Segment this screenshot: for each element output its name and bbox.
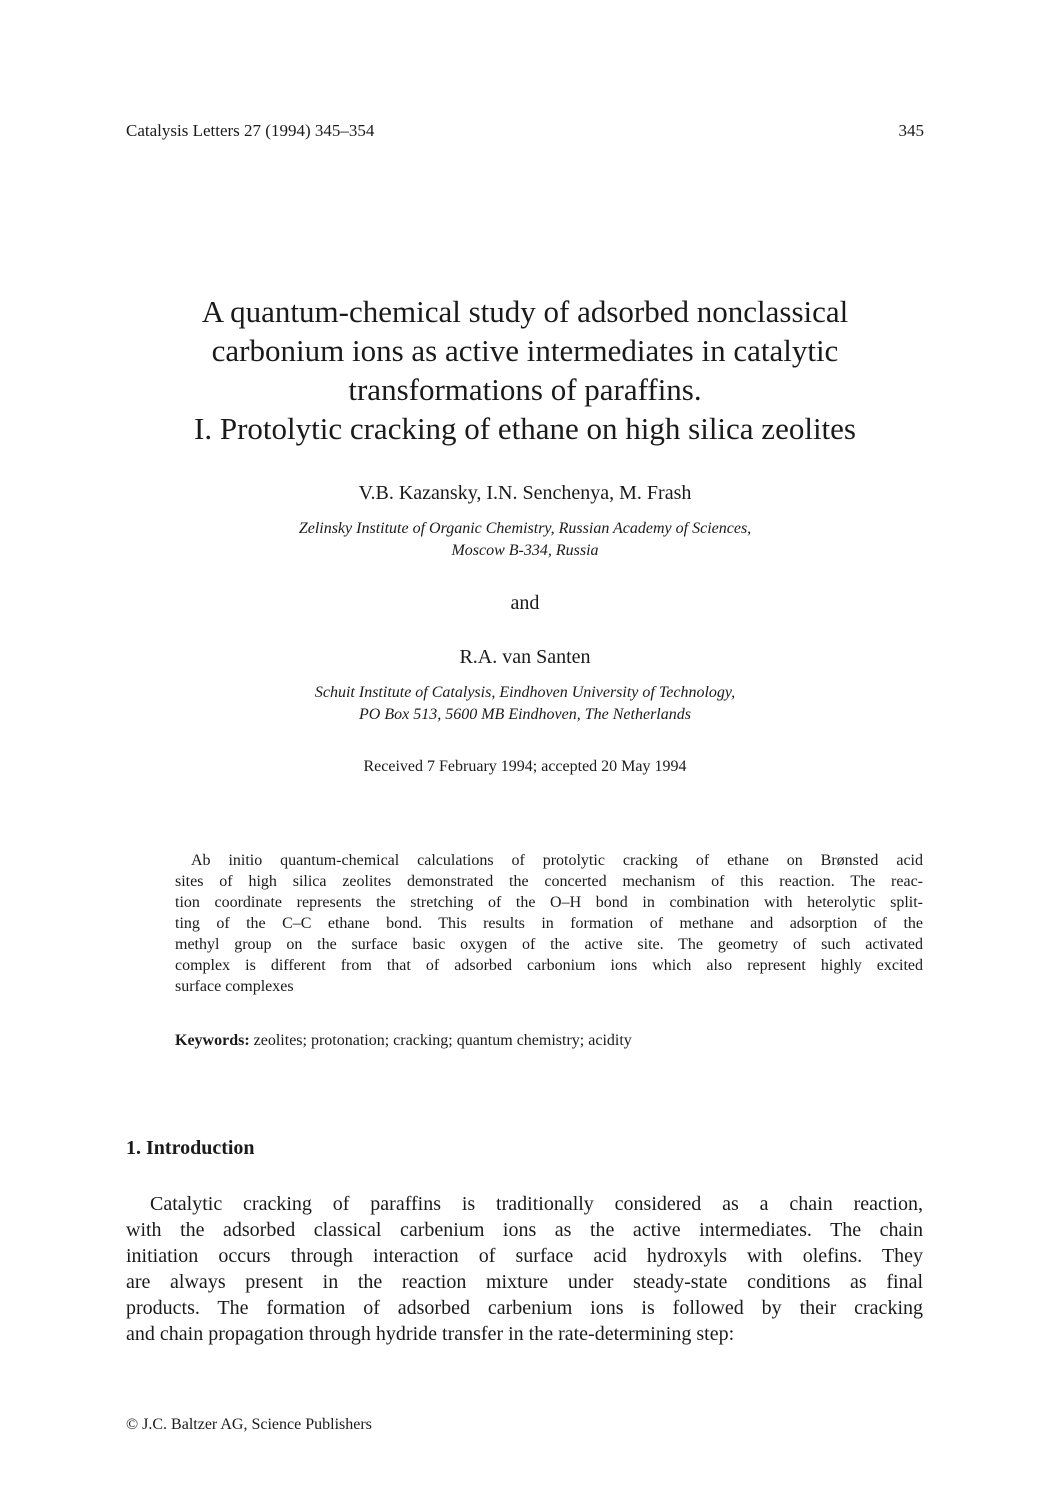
abstract-line: methyl group on the surface basic oxygen of the active site. The geometry of such activated [175,936,923,953]
abstract-line: Ab initio quantum-chemical calculations of protolytic cracking of ethane on Brønsted acid [191,852,923,869]
running-head: Catalysis Letters 27 (1994) 345–354 [126,121,375,140]
abstract-line: ting of the C–C ethane bond. This results in formation of methane and adsorption of the [175,915,923,932]
abstract-line: complex is different from that of adsorbed carbonium ions which also represent highly excited [175,957,923,974]
abstract-line: tion coordinate represents the stretching of the O–H bond in combination with heterolytic split- [175,894,923,911]
affiliation [100,682,950,726]
section-heading: 1. Introduction [126,1137,255,1159]
author-separator: and [510,592,540,614]
title-line: I. Protolytic cracking of ethane on high silica zeolites [194,411,856,446]
abstract-line: sites of high silica zeolites demonstrated the concerted mechanism of this reaction. The reac- [175,873,923,890]
keywords-label: Keywords: [175,1032,250,1049]
abstract [175,850,923,997]
body-line: and chain propagation through hydride transfer in the rate-determining step: [126,1323,735,1345]
affiliation-line: PO Box 513, 5600 MB Eindhoven, The Netherlands [359,706,691,723]
body-line: initiation occurs through interaction of surface acid hydroxyls with olefins. They [126,1245,923,1267]
affiliation [100,518,950,562]
body-line: with the adsorbed classical carbenium ions as the active intermediates. The chain [126,1219,923,1241]
title-line: transformations of paraffins. [348,372,702,407]
copyright-notice: © J.C. Baltzer AG, Science Publishers [126,1416,372,1433]
author-names: V.B. Kazansky, I.N. Senchenya, M. Frash [358,482,692,504]
affiliation-line: Zelinsky Institute of Organic Chemistry, Russian Academy of Sciences, [298,520,752,537]
received-dates: Received 7 February 1994; accepted 20 May 1994 [363,758,687,775]
article-title [100,292,950,448]
affiliation-line: Moscow B-334, Russia [451,542,599,559]
abstract-line: surface complexes [175,978,294,995]
page-number: 345 [898,121,924,140]
body-paragraph [126,1191,923,1347]
body-line: Catalytic cracking of paraffins is traditionally considered as a chain reaction, [150,1193,923,1215]
author-names: R.A. van Santen [459,646,591,668]
title-line: carbonium ions as active intermediates in catalytic [211,333,839,368]
body-line: are always present in the reaction mixture under steady-state conditions as final [126,1271,923,1293]
body-line: products. The formation of adsorbed carbenium ions is followed by their cracking [126,1297,923,1319]
keywords [175,1032,923,1050]
affiliation-line: Schuit Institute of Catalysis, Eindhoven University of Technology, [314,684,736,701]
keywords-text: zeolites; protonation; cracking; quantum chemistry; acidity [253,1032,632,1049]
title-line: A quantum-chemical study of adsorbed nonclassical [201,294,849,329]
